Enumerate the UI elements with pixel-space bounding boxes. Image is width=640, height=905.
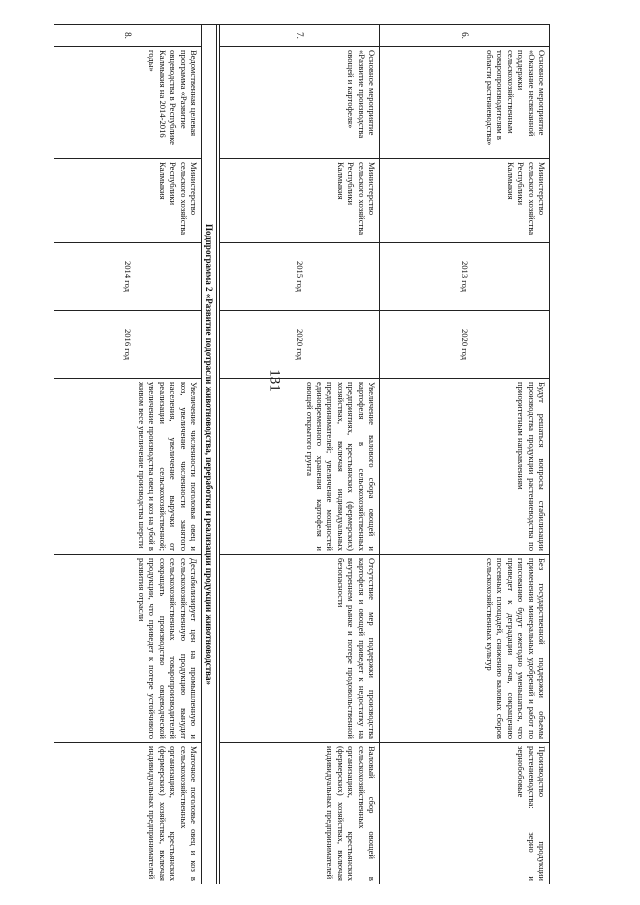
consequences: Без государственной поддержки объемы применения минеральных удобрений и работ по гипсованию будут ежегодно уменьшаться, что приведет к деградации почв, сокращению посевных площадей, снижению валовых сборов сельскохозяйственных культур	[380, 555, 550, 743]
executor: Министерство сельского хозяйства Республики Калмыкия	[54, 159, 202, 243]
separator-row	[217, 25, 220, 885]
end-year: 2020 год	[220, 311, 380, 379]
start-year: 2013 год	[380, 243, 550, 311]
consequences: Отсутствие мер поддержки производства картофеля и овощей приведет к недостатку на внутреннем рынке и потере продовольственной безопасности	[220, 555, 380, 743]
end-year: 2020 год	[380, 311, 550, 379]
program-activities-table	[54, 24, 550, 884]
activity-name: Ведомственная целевая программа «Развитие овцеводства в Республике Калмыкия на 2014-2016 годы»	[54, 47, 202, 159]
activity-name: Основное мероприятие «Оказание несвязанной поддержки сельскохозяйственным товаропроизводителям в области растениеводства»	[380, 47, 550, 159]
row-number: 6.	[380, 25, 550, 47]
subprogram-row	[202, 25, 217, 885]
expected-result: Увеличение валового сбора овощей и картофеля в сельскохозяйственных предприятиях, крестьянских (фермерских) хозяйствах, включая индивидуальных предпринимателей; увеличение мощностей единовременного хранения картофеля и овощей открытого грунта	[220, 379, 380, 555]
indicator: Валовый сбор овощей в сельскохозяйственных организациях, крестьянских (фермерских) хозяйствах, включая индивидуальных предпринимателей	[220, 743, 380, 885]
subprogram-title: Подпрограмма 2 «Развитие подотрасли животноводства, переработки и реализации продукции животноводства»	[202, 25, 217, 885]
consequences: Дестабилизирует цен на промышленную и сельскохозяйственную продукцию вынудит сельскохозяйственных товаропроизводителей сокращать производство овцеводческой продукции, что приведет к потере устойчивого развития отрасли	[54, 555, 202, 743]
row-number: 8.	[54, 25, 202, 47]
start-year: 2014 год	[54, 243, 202, 311]
table-row	[54, 25, 202, 885]
indicator: Производство продукции растениеводства: зерно и зернобобовые	[380, 743, 550, 885]
separator-cell	[217, 25, 220, 885]
executor: Министерство сельского хозяйства Республики Калмыкия	[380, 159, 550, 243]
indicator: Маточное поголовье овец и коз в сельскохозяйственных организациях, крестьянских (фермерских) хозяйствах, включая индивидуальных предпринимателей	[54, 743, 202, 885]
row-number: 7.	[220, 25, 380, 47]
end-year: 2016 год	[54, 311, 202, 379]
table-row	[380, 25, 550, 885]
rotated-table	[54, 24, 550, 884]
start-year: 2015 год	[220, 243, 380, 311]
executor: Министерство сельского хозяйства Республики Калмыкия	[220, 159, 380, 243]
expected-result: Увеличение численности поголовья овец и коз, увеличение численности занятого населения, увеличение выручки от реализации сельскохозяйственной; увеличение производства овец и коз на убой в живом весе увеличение производства шерсти	[54, 379, 202, 555]
activity-name: Основное мероприятие «Развитие производства овощей и картофеля»	[220, 47, 380, 159]
page-number: 131	[266, 369, 283, 392]
table-row	[220, 25, 380, 885]
table-container	[54, 24, 550, 884]
expected-result: Будут решаться вопросы стабилизации производства продукции растениеводства по приоритетным направлениям	[380, 379, 550, 555]
